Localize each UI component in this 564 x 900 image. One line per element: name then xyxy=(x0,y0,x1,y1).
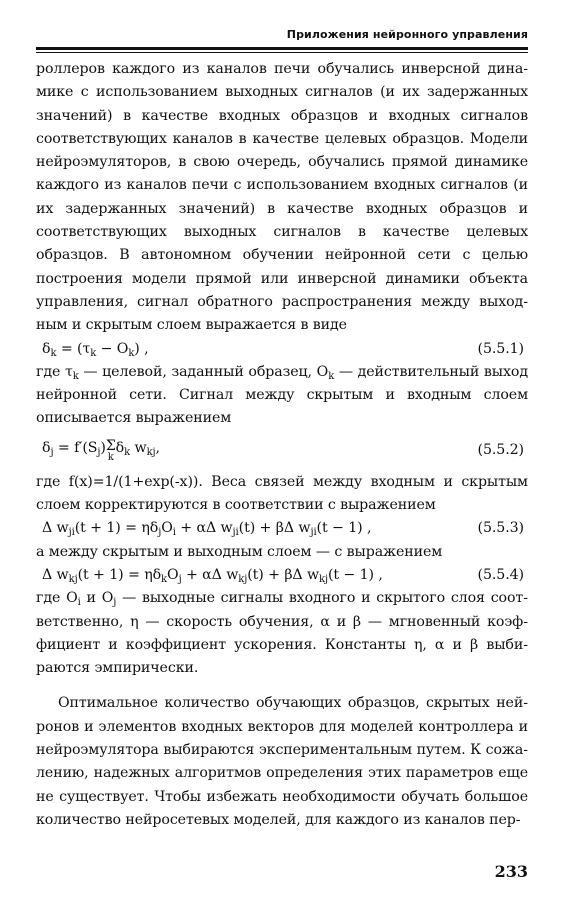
running-header: Приложения нейронного управления xyxy=(286,28,528,41)
equation-5-5-2 xyxy=(36,431,528,471)
formula: $\delta_j = f'(S_j)$ Σ k $\delta_k$ $w_{kj}$, xyxy=(42,438,160,464)
equation-5-5-1 xyxy=(36,338,528,361)
header-rule-thin xyxy=(36,52,528,53)
formula: Δ $w_{kj}(t + 1) = \eta\delta_kO_j + \alpha\Delta$ $w_{kj}(t) + \beta\Delta$ $w_{kj}(t - 1)$ , xyxy=(42,566,383,585)
formula: $\delta_k = (\tau_k - O_k)$ , xyxy=(42,340,149,359)
paragraph-4: а между скрытым и выходным слоем — с выражением xyxy=(36,543,443,560)
paragraph-3: где f(x)=1/(1+exp(-x)). Веса связей между входным и скрытым слоем корректируются в соответствии с выражением xyxy=(36,473,528,514)
page-number: 233 xyxy=(494,862,528,881)
equation-number: (5.5.2) xyxy=(477,442,524,459)
paragraph-2: где $\tau_k$ — целевой, заданный образец, $O_k$ — действительный выход нейронной сети. Сигнал между скрытым и входным слоем описывается выражением xyxy=(36,363,528,427)
equation-number: (5.5.3) xyxy=(477,520,524,537)
equation-number: (5.5.1) xyxy=(477,340,524,357)
paragraph-6: Оптимальное количество обучающих образцов, скрытых нейронов и элементов входных векторов для моделей контроллера и нейроэмулятора выбираются экспериментальным путем. К сожалению, надежных алгоритмов определения этих параметров еще не существует. Чтобы избежать необходимости обучать большое количество нейросетевых моделей, для каждого из каналов пер- xyxy=(36,695,528,828)
equation-5-5-4 xyxy=(36,564,528,587)
equation-5-5-3 xyxy=(36,517,528,540)
formula: Δ $w_{ji}(t + 1) = \eta\delta_jO_i + \alpha\Delta$ $w_{ji}(t) + \beta\Delta$ $w_{ji}(t - 1)$ , xyxy=(42,520,372,539)
paragraph-1: роллеров каждого из каналов печи обучались инверсной динамике с использованием выходных сигналов (и их задержанных значений) в качестве входных образцов и входных сигналов соответствующих каналов в качестве целевых образцов. Модели нейроэмуляторов, в свою очередь, обучались прямой динамике каждого из каналов печи с использованием входных сигналов (и их задержанных значений) в качестве входных образцов и соответствующих выходных сигналов в качестве целевых образцов. В автономном обучении нейронной сети с целью построения модели прямой или инверсной динамики объекта управления, сигнал обратного распространения между выходным и скрытым слоем выражается в виде xyxy=(36,61,528,334)
paragraph-5: где $O_i$ и $O_j$ — выходные сигналы входного и скрытого слоя соответственно, η — скорость обучения, α и β — мгновенный коэффициент и коэффициент ускорения. Константы η, α и β выбираются эмпирически. xyxy=(36,590,528,677)
page-body xyxy=(36,58,528,832)
sum-operator: Σ k xyxy=(105,438,116,464)
header-rule xyxy=(36,47,528,50)
equation-number: (5.5.4) xyxy=(477,566,524,583)
